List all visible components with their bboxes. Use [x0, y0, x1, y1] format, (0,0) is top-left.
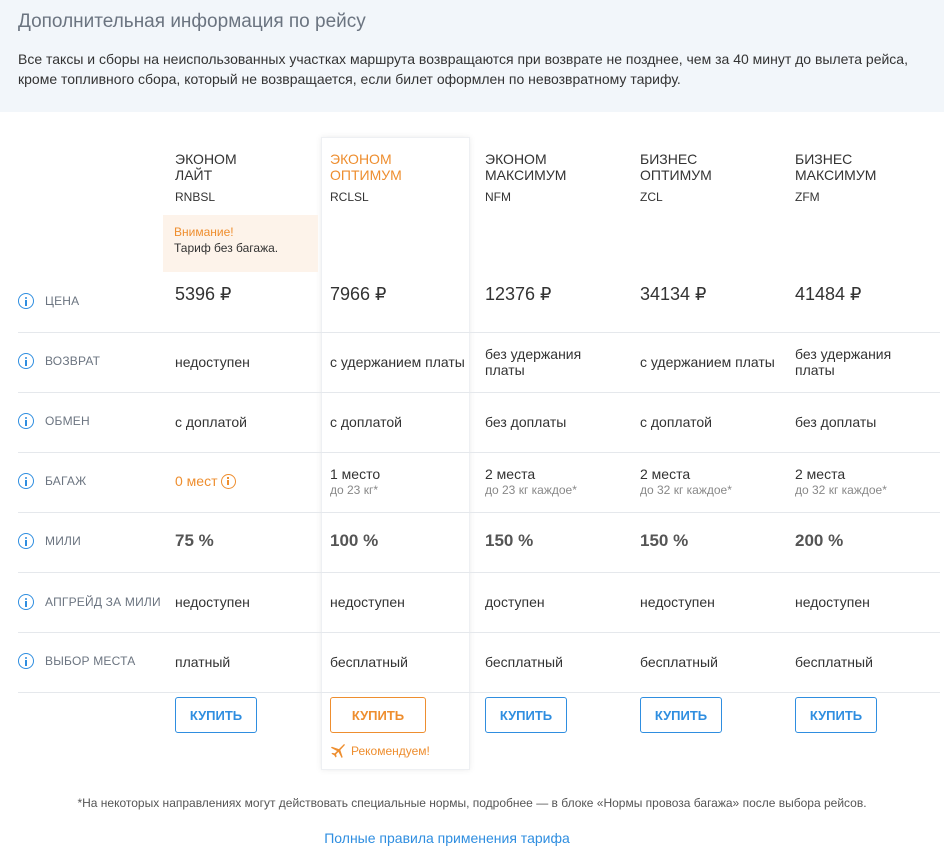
tariff-header-business-maximum: [795, 151, 944, 204]
seat-value: бесплатный: [485, 654, 563, 670]
seat-value: бесплатный: [795, 654, 873, 670]
buy-button-business-maximum[interactable]: КУПИТЬ: [795, 697, 877, 733]
tariff-header-business-optimum: [640, 151, 790, 204]
recommend-text: Рекомендуем!: [351, 743, 430, 758]
refund-value: с удержанием платы: [640, 354, 775, 370]
warning-text: Тариф без багажа.: [174, 241, 279, 255]
baggage-value: 2 места до 32 кг каждое*: [795, 466, 887, 497]
recommended-column-highlight: [321, 137, 470, 770]
info-icon[interactable]: [18, 594, 34, 610]
exchange-value: с доплатой: [175, 414, 247, 430]
tariff-rules-link[interactable]: Полные правила применения тарифа: [324, 830, 570, 846]
row-divider: [18, 392, 940, 393]
price-value: 5396 ₽: [175, 284, 232, 304]
buy-button-econom-optimum[interactable]: КУПИТЬ: [330, 697, 426, 733]
row-divider: [18, 452, 940, 453]
seat-value: бесплатный: [640, 654, 718, 670]
baggage-value: 2 места до 23 кг каждое*: [485, 466, 577, 497]
tariff-code: NFM: [485, 190, 511, 204]
tariff-name: ЭКОНОМ ОПТИМУМ: [330, 151, 402, 183]
plane-icon: [330, 743, 345, 758]
no-baggage-warning: [163, 215, 318, 272]
buy-button-econom-maximum[interactable]: КУПИТЬ: [485, 697, 567, 733]
refund-value: недоступен: [175, 354, 250, 370]
info-title: Дополнительная информация по рейсу: [18, 11, 366, 32]
refund-value: с удержанием платы: [330, 354, 465, 370]
info-icon[interactable]: [18, 353, 34, 369]
row-label-exchange[interactable]: ОБМЕН: [18, 413, 90, 429]
row-divider: [18, 692, 940, 693]
row-label-miles[interactable]: МИЛИ: [18, 533, 81, 549]
info-panel: [0, 0, 944, 112]
row-divider: [18, 632, 940, 633]
tariff-name: ЭКОНОМ ЛАЙТ: [175, 151, 237, 183]
buy-button-econom-lite[interactable]: КУПИТЬ: [175, 697, 257, 733]
miles-value: 150 %: [640, 531, 689, 550]
tariff-name: БИЗНЕС ОПТИМУМ: [640, 151, 712, 183]
exchange-value: с доплатой: [330, 414, 402, 430]
baggage-info-icon[interactable]: [221, 474, 236, 489]
seat-value: бесплатный: [330, 654, 408, 670]
refund-value: без удержания платы: [485, 346, 582, 378]
seat-value: платный: [175, 654, 231, 670]
tariff-code: RCLSL: [330, 190, 369, 204]
info-icon[interactable]: [18, 473, 34, 489]
row-label-upgrade[interactable]: АПГРЕЙД ЗА МИЛИ: [18, 594, 161, 610]
tariff-header-econom-maximum: [485, 151, 635, 204]
price-value: 34134 ₽: [640, 284, 707, 304]
row-label-price[interactable]: ЦЕНА: [18, 293, 79, 309]
miles-value: 200 %: [795, 531, 844, 550]
tariff-name: БИЗНЕС МАКСИМУМ: [795, 151, 877, 183]
upgrade-value: недоступен: [795, 594, 870, 610]
miles-value: 75 %: [175, 531, 214, 550]
info-icon[interactable]: [18, 533, 34, 549]
refund-value: без удержания платы: [795, 346, 892, 378]
row-label-refund[interactable]: ВОЗВРАТ: [18, 353, 100, 369]
buy-button-business-optimum[interactable]: КУПИТЬ: [640, 697, 722, 733]
miles-value: 150 %: [485, 531, 534, 550]
price-value: 12376 ₽: [485, 284, 552, 304]
exchange-value: с доплатой: [640, 414, 712, 430]
exchange-value: без доплаты: [795, 414, 877, 430]
price-value: 41484 ₽: [795, 284, 862, 304]
tariff-code: RNBSL: [175, 190, 216, 204]
baggage-value: 1 место до 23 кг*: [330, 466, 381, 497]
tariff-code: ZCL: [640, 190, 663, 204]
baggage-footnote: *На некоторых направлениях могут действовать специальные нормы, подробнее — в блоке «Нормы провоза багажа» после выбора рейсов.: [77, 796, 867, 810]
miles-value: 100 %: [330, 531, 379, 550]
row-label-baggage[interactable]: БАГАЖ: [18, 473, 86, 489]
baggage-value-none[interactable]: 0 мест: [175, 473, 325, 489]
upgrade-value: недоступен: [330, 594, 405, 610]
upgrade-value: доступен: [485, 594, 545, 610]
exchange-value: без доплаты: [485, 414, 567, 430]
tariff-code: ZFM: [795, 190, 820, 204]
upgrade-value: недоступен: [175, 594, 250, 610]
tariff-header-econom-optimum: [330, 151, 480, 204]
warning-title: Внимание!: [174, 225, 234, 239]
row-label-seat[interactable]: ВЫБОР МЕСТА: [18, 653, 135, 669]
info-icon[interactable]: [18, 653, 34, 669]
upgrade-value: недоступен: [640, 594, 715, 610]
info-icon[interactable]: [18, 413, 34, 429]
row-divider: [18, 572, 940, 573]
tariff-name: ЭКОНОМ МАКСИМУМ: [485, 151, 567, 183]
row-divider: [18, 332, 940, 333]
info-text: Все таксы и сборы на неиспользованных участках маршрута возвращаются при возврате не позднее, чем за 40 минут до вылета рейса, кроме топливного сбора, который не возвращается, если билет оформлен по невозвратному тарифу.: [18, 51, 908, 87]
price-value: 7966 ₽: [330, 284, 387, 304]
row-divider: [18, 512, 940, 513]
tariff-header-econom-lite: [175, 151, 325, 204]
info-icon[interactable]: [18, 293, 34, 309]
recommend-badge: [330, 743, 430, 758]
baggage-value: 2 места до 32 кг каждое*: [640, 466, 732, 497]
